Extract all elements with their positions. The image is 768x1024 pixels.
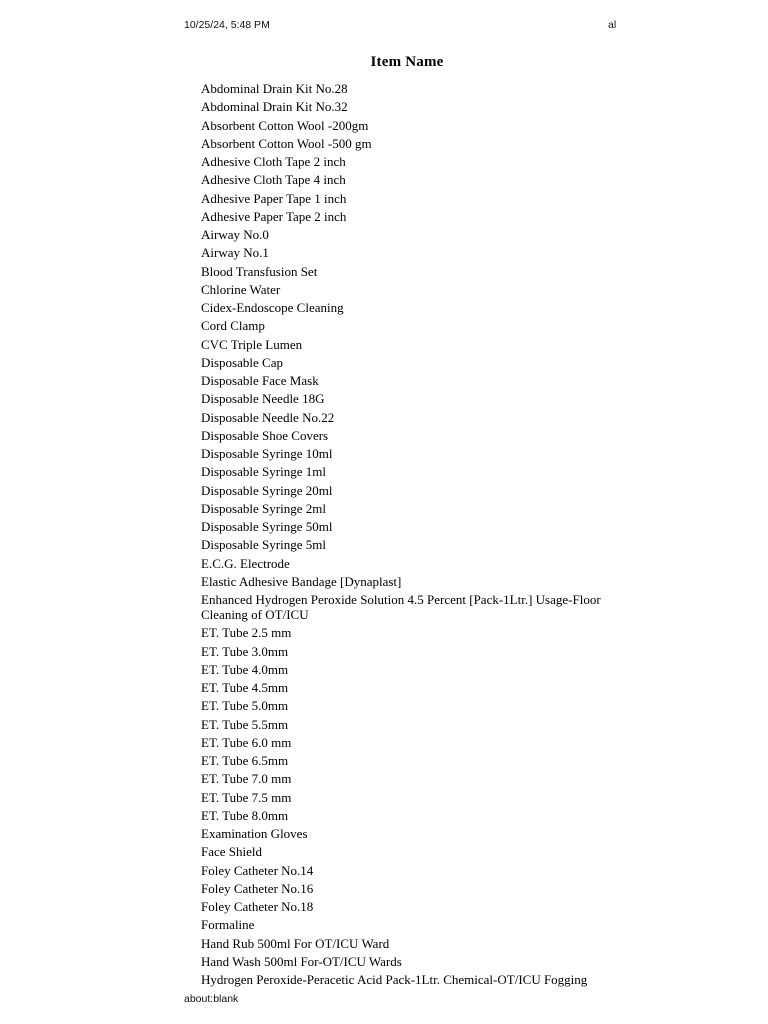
list-item: E.C.G. Electrode <box>201 555 290 571</box>
list-item: Disposable Cap <box>201 354 283 370</box>
list-item: Disposable Shoe Covers <box>201 427 329 443</box>
list-item: Disposable Syringe 50ml <box>201 519 333 534</box>
list-item: Enhanced Hydrogen Peroxide Solution 4.5 Percent [Pack-1Ltr.] Usage-Floor Cleaning of OT/ICU <box>201 592 601 622</box>
print-footer-url: about:blank <box>184 993 239 1005</box>
list-item: Foley Catheter No.14 <box>201 862 314 878</box>
list-item: ET. Tube 8.0mm <box>201 807 289 823</box>
list-item: ET. Tube 6.0 mm <box>201 734 292 750</box>
list-item: Adhesive Cloth Tape 4 inch <box>201 172 346 188</box>
list-item: ET. Tube 5.0mm <box>201 698 289 714</box>
list-item: Hand Rub 500ml For OT/ICU Ward <box>201 935 390 951</box>
list-item: Airway No.1 <box>201 245 269 261</box>
list-item: Disposable Syringe 5ml <box>201 537 326 553</box>
list-item: Disposable Syringe 1ml <box>201 464 326 480</box>
print-header-right-text: al <box>608 19 617 31</box>
list-item: Hydrogen Peroxide-Peracetic Acid Pack-1Ltr. Chemical-OT/ICU Fogging <box>201 972 588 987</box>
list-item: Disposable Needle 18G <box>201 391 325 407</box>
list-item: Formaline <box>201 917 255 933</box>
print-header-datetime: 10/25/24, 5:48 PM <box>184 19 270 31</box>
page-title: Item Name <box>370 54 444 70</box>
list-item: Disposable Needle No.22 <box>201 409 335 425</box>
list-item: Disposable Face Mask <box>201 373 319 388</box>
list-item: Absorbent Cotton Wool -200gm <box>201 117 369 133</box>
list-item: Foley Catheter No.16 <box>201 880 314 896</box>
list-item: Abdominal Drain Kit No.32 <box>201 99 348 115</box>
list-item: ET. Tube 4.5mm <box>201 680 289 695</box>
list-item: Absorbent Cotton Wool -500 gm <box>201 135 372 151</box>
list-item: Elastic Adhesive Bandage [Dynaplast] <box>201 573 402 589</box>
list-item: Cidex-Endoscope Cleaning <box>201 300 344 315</box>
item-list <box>201 81 601 990</box>
list-item: Face Shield <box>201 844 263 860</box>
list-item: Adhesive Paper Tape 2 inch <box>201 208 347 224</box>
list-item: Adhesive Cloth Tape 2 inch <box>201 154 346 169</box>
list-item: Hand Wash 500ml For-OT/ICU Wards <box>201 953 402 969</box>
list-item: ET. Tube 2.5 mm <box>201 625 292 641</box>
list-item: Disposable Syringe 10ml <box>201 446 333 461</box>
list-item: Chlorine Water <box>201 281 281 297</box>
list-item: ET. Tube 4.0mm <box>201 661 289 677</box>
list-item: ET. Tube 7.0 mm <box>201 771 292 787</box>
list-item: Airway No.0 <box>201 227 269 242</box>
list-item: Examination Gloves <box>201 826 308 841</box>
list-item: ET. Tube 6.5mm <box>201 753 289 768</box>
list-item: Blood Transfusion Set <box>201 263 318 279</box>
list-item: CVC Triple Lumen <box>201 336 303 352</box>
list-item: Adhesive Paper Tape 1 inch <box>201 190 347 206</box>
list-item: Disposable Syringe 20ml <box>201 482 333 498</box>
list-item: Abdominal Drain Kit No.28 <box>201 81 348 96</box>
list-item: ET. Tube 3.0mm <box>201 643 289 659</box>
list-item: ET. Tube 7.5 mm <box>201 789 292 805</box>
list-item: Disposable Syringe 2ml <box>201 500 326 516</box>
list-item: Cord Clamp <box>201 318 265 334</box>
list-item: ET. Tube 5.5mm <box>201 716 289 732</box>
list-item: Foley Catheter No.18 <box>201 899 314 914</box>
